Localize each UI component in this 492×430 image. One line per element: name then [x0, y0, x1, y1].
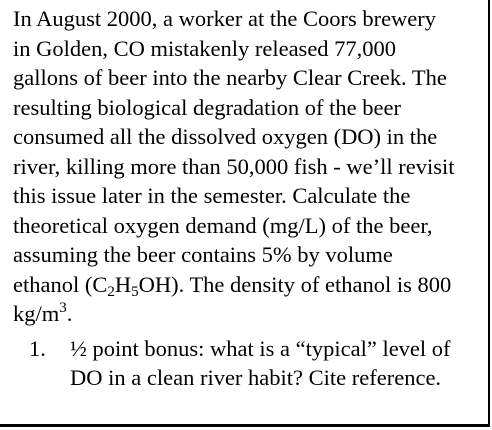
formula-text: H: [114, 271, 132, 297]
paragraph-line: resulting biological degradation of the beer: [13, 94, 401, 120]
list-item-line: ½ point bonus: what is a “typical” level of: [70, 335, 451, 361]
ethanol-formula-line: [13, 270, 485, 300]
paragraph-line: in Golden, CO mistakenly released 77,000: [13, 35, 397, 61]
unit-text: .: [66, 301, 73, 326]
density-unit-line: [13, 299, 485, 329]
superscript: 3: [59, 300, 67, 316]
list-number: 1.: [29, 335, 46, 361]
formula-text: OH). The density of ethanol is 800: [138, 271, 452, 297]
paragraph-line: assuming the beer contains 5% by volume: [13, 242, 393, 267]
formula-text: ethanol (C: [13, 271, 108, 297]
bonus-list-item: [13, 334, 485, 393]
list-item-line: DO in a clean river habit? Cite reference.: [70, 365, 442, 390]
unit-text: kg/m: [13, 301, 60, 326]
problem-text: [13, 4, 485, 393]
subscript: 5: [131, 283, 139, 300]
paragraph-line: theoretical oxygen demand (mg/L) of the beer,: [13, 212, 433, 238]
subscript: 2: [107, 283, 115, 300]
paragraph-line: this issue later in the semester. Calculate the: [13, 183, 411, 208]
list-item-body: [70, 334, 485, 393]
paragraph-line: consumed all the dissolved oxygen (DO) in the: [13, 124, 438, 149]
paragraph-line: gallons of beer into the nearby Clear Creek. The: [13, 65, 447, 90]
paragraph-line: In August 2000, a worker at the Coors brewery: [13, 6, 437, 31]
paragraph-line: river, killing more than 50,000 fish - we’ll revisit: [13, 153, 455, 179]
